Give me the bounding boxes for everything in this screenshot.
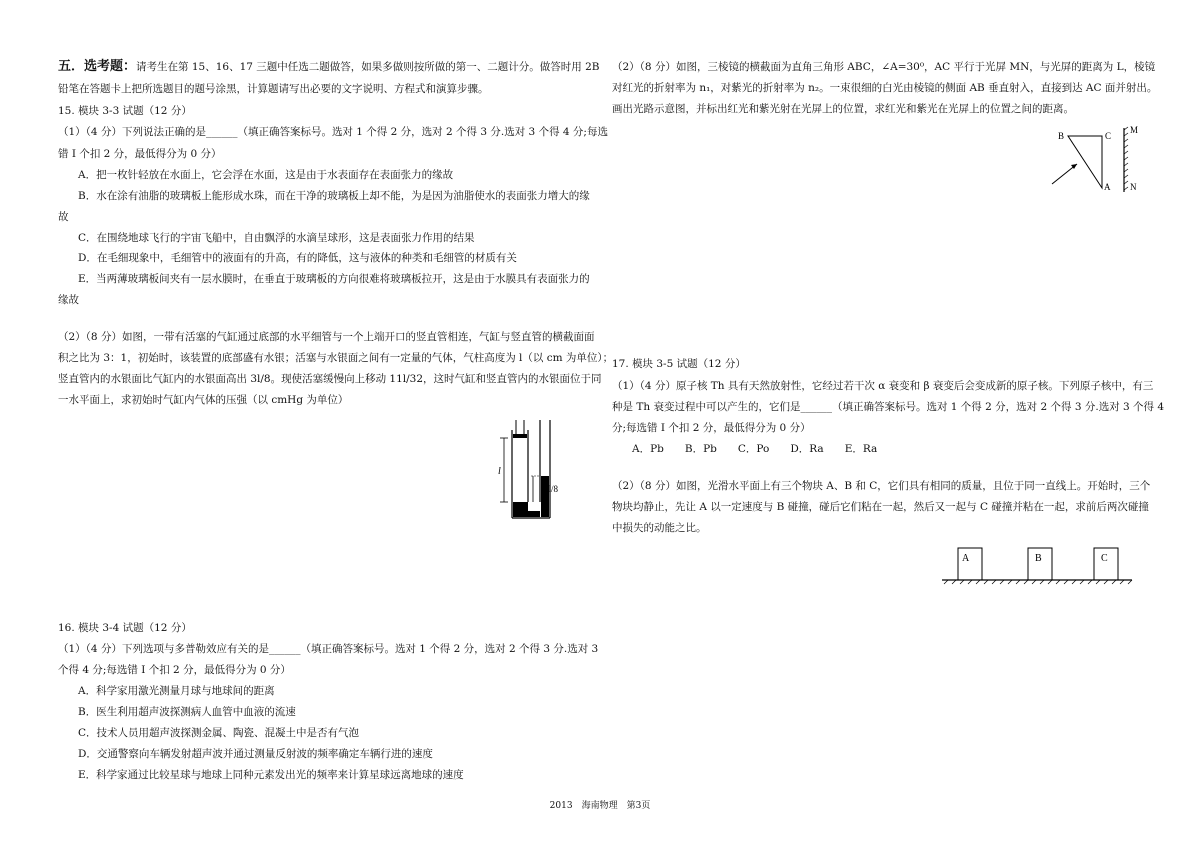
- q17-p2-line3: 中损失的动能之比。: [612, 522, 707, 534]
- q16-option: E．科学家通过比较星球与地球上同种元素发出光的频率来计算星球远离地球的速度: [78, 769, 464, 781]
- q15-p2-line4: 一水平面上，求初始时气缸内气体的压强（以 cmHg 为单位）: [58, 394, 349, 406]
- q15-option: B．水在涂有油脂的玻璃板上能形成水珠，而在干净的玻璃板上却不能，为是因为油脂使水的表面张力增大的缘: [78, 190, 590, 202]
- q17-p1-line2: 种是 Th 衰变过程中可以产生的，它们是______（填正确答案标号。选对 1 个得 2 分，选对 2 个得 3 分.选对 3 个得 4: [612, 401, 1165, 413]
- prism-figure: [1050, 120, 1145, 200]
- page-footer: 2013 海南物理 第3页: [549, 801, 651, 811]
- q15-p1-line1: （1）（4 分）下列说法正确的是______（填正确答案标号。选对 1 个得 2 分，选对 2 个得 3 分.选对 3 个得 4 分;每选: [58, 126, 608, 138]
- block-b-label: B: [1035, 553, 1042, 564]
- fig-label-3l8: 3l/8: [544, 484, 559, 494]
- section-intro-line1: 请考生在第 15、16、17 三题中任选二题做答，如果多做则按所做的第一、二题计分。做答时用 2B: [136, 61, 600, 73]
- q16-option: A．科学家用激光测量月球与地球间的距离: [78, 685, 275, 697]
- section-intro: [58, 60, 600, 74]
- blocks-figure: [942, 540, 1152, 590]
- q16-option: B．医生利用超声波探测病人血管中血液的流速: [78, 706, 296, 718]
- prism-label-c: C: [1105, 131, 1112, 141]
- prism-label-b: B: [1058, 131, 1065, 141]
- q16-p2-line1: （2）（8 分）如图，三棱镜的横截面为直角三角形 ABC，∠A=30⁰，AC 平行于光屏 MN，与光屏的距离为 L，棱镜: [612, 61, 1156, 73]
- q16-p1-line2: 个得 4 分;每选错 I 个扣 2 分，最低得分为 0 分）: [58, 664, 291, 676]
- q15-option: A．把一枚针轻放在水面上，它会浮在水面，这是由于水表面存在表面张力的缘故: [78, 169, 454, 181]
- q15-option-cont: 故: [58, 211, 69, 223]
- prism-label-a: A: [1104, 182, 1111, 192]
- section-title: 五．选考题：: [58, 59, 137, 74]
- block-c-label: C: [1101, 553, 1108, 564]
- q17-options: A．Pb B．Pb C．Po D．Ra E．Ra: [632, 443, 878, 455]
- q15-option: D．在毛细现象中，毛细管中的液面有的升高，有的降低，这与液体的种类和毛细管的材质有关: [78, 252, 517, 264]
- q16-option: D．交通警察向车辆发射超声波并通过测量反射波的频率确定车辆行进的速度: [78, 748, 433, 760]
- q16-title: 16. 模块 3-4 试题（12 分）: [58, 622, 192, 634]
- q17-p2-line2: 物块均静止，先让 A 以一定速度与 B 碰撞，碰后它们粘在一起，然后又一起与 C 碰撞并粘在一起，求前后两次碰撞: [612, 501, 1149, 513]
- q15-p2-line1: （2）（8 分）如图，一带有活塞的气缸通过底部的水平细管与一个上端开口的竖直管相连，气缸与竖直管的横截面面: [58, 331, 595, 343]
- q17-p1-line1: （1）（4 分）原子核 Th 具有天然放射性，它经过若干次 α 衰变和 β 衰变后会变成新的原子核。下列原子核中，有三: [612, 380, 1154, 392]
- q15-title: 15. 模块 3-3 试题（12 分）: [58, 105, 192, 117]
- screen-label-n: N: [1130, 182, 1137, 192]
- q17-title: 17. 模块 3-5 试题（12 分）: [612, 358, 746, 370]
- q15-p1-line2: 错 I 个扣 2 分，最低得分为 0 分）: [58, 148, 222, 160]
- q15-option-cont: 缘故: [58, 294, 79, 306]
- fig-label-l: l: [498, 466, 501, 477]
- screen-label-m: M: [1130, 125, 1139, 135]
- q16-option: C．技术人员用超声波探测金属、陶瓷、混凝土中是否有气泡: [78, 727, 360, 739]
- q15-p2-line3: 竖直管内的水银面比气缸内的水银面高出 3l/8。现使活塞缓慢向上移动 11l/32，这时气缸和竖直管内的水银面位于同: [58, 373, 602, 385]
- q15-option: C．在围绕地球飞行的宇宙飞船中，自由飘浮的水滴呈球形，这是表面张力作用的结果: [78, 232, 475, 244]
- q15-option: E．当两薄玻璃板间夹有一层水膜时，在垂直于玻璃板的方向很难将玻璃板拉开，这是由于水膜具有表面张力的: [78, 273, 590, 285]
- q17-p1-line3: 分;每选错 I 个扣 2 分，最低得分为 0 分）: [612, 422, 811, 434]
- q16-p1-line1: （1）（4 分）下列选项与多普勒效应有关的是______（填正确答案标号。选对 1 个得 2 分，选对 2 个得 3 分.选对 3: [58, 643, 599, 655]
- q17-p2-line1: （2）（8 分）如图，光滑水平面上有三个物块 A、B 和 C，它们具有相同的质量，且位于同一直线上。开始时，三个: [612, 480, 1151, 492]
- q15-p2-line2: 积之比为 3：1，初始时，该装置的底部盛有水银；活塞与水银面之间有一定量的气体，气柱高度为 l（以 cm 为单位）；: [58, 352, 614, 364]
- q16-p2-line2: 对红光的折射率为 n₁，对紫光的折射率为 n₂。一束很细的白光由棱镜的侧面 AB 垂直射入，直接到达 AC 面并射出。: [612, 82, 1158, 94]
- q16-p2-line3: 画出光路示意图，并标出红光和紫光射在光屏上的位置，求红光和紫光在光屏上的位置之间的距离。: [612, 103, 1074, 115]
- section-intro-line2: 铅笔在答题卡上把所选题目的题号涂黑，计算题请写出必要的文字说明、方程式和演算步骤。: [58, 83, 489, 95]
- block-a-label: A: [962, 553, 970, 564]
- cylinder-figure: [496, 420, 586, 520]
